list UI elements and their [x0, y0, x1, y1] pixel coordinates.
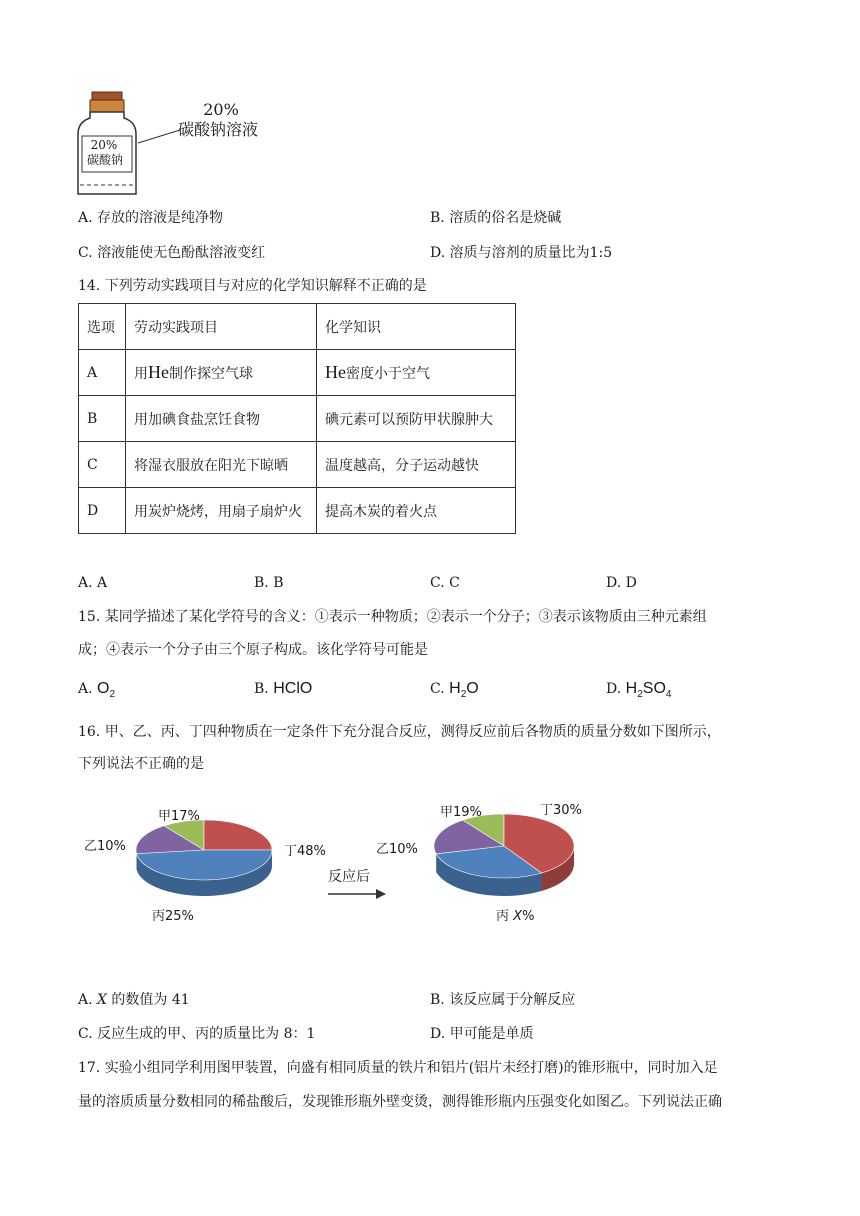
q15-option-d[interactable] — [606, 679, 671, 705]
table-row — [79, 488, 516, 534]
formula-part: O — [97, 680, 110, 697]
table-row — [79, 350, 516, 396]
pie-after-label-jia: 甲19% — [440, 805, 482, 820]
pie-before-label-jia: 甲17% — [158, 809, 200, 824]
bottle-label-name: 碳酸钠 — [86, 153, 123, 167]
formula-subscript: 2 — [637, 689, 643, 701]
q14-option-b[interactable]: B. B — [254, 575, 284, 591]
q13-option-c[interactable]: C. 溶液能使无色酚酞溶液变红 — [78, 245, 266, 261]
pie-after-label-ding: 丁30% — [540, 803, 582, 818]
q17-stem-line1: 17. 实验小组同学利用图甲装置，向盛有相同质量的铁片和铝片(铝片未经打磨)的锥形瓶中，同时加入足 — [78, 1060, 718, 1076]
q15-stem-line2: 成；④表示一个分子由三个原子构成。该化学符号可能是 — [78, 642, 428, 658]
reaction-arrow — [326, 886, 388, 902]
cell-text: 密度小于空气 — [346, 366, 430, 382]
pie-before-label-ding: 丁48% — [284, 844, 326, 859]
label-variable: X — [513, 909, 523, 924]
q14-option-d[interactable]: D. D — [606, 575, 637, 591]
q13-option-a[interactable]: A. 存放的溶液是纯净物 — [78, 210, 224, 226]
pie-after-label-bing — [496, 905, 534, 924]
q16-stem-line1: 16. 甲、乙、丙、丁四种物质在一定条件下充分混合反应，测得反应前后各物质的质量分数如下图所示， — [78, 724, 721, 740]
pie-slice-bing — [204, 820, 272, 850]
q16-option-a[interactable] — [78, 990, 190, 1010]
option-letter: C. — [430, 681, 445, 697]
cell-text: 用 — [134, 366, 148, 382]
q16-option-b[interactable]: B. 该反应属于分解反应 — [430, 992, 576, 1008]
table-header: 选项 — [79, 304, 126, 350]
formula-o2 — [97, 680, 116, 701]
formula-h2o — [449, 680, 479, 701]
option-letter: B. — [254, 681, 269, 697]
table-cell-option: D — [79, 488, 126, 534]
formula-part: H — [449, 680, 461, 697]
bottle-label-percent: 20% — [90, 138, 118, 152]
table-row — [79, 396, 516, 442]
option-letter: A. — [78, 681, 93, 697]
formula-subscript: 2 — [460, 689, 467, 701]
table-cell-project: 将湿衣服放在阳光下晾晒 — [126, 442, 317, 488]
option-text: 的数值为 41 — [106, 992, 190, 1008]
table-header: 劳动实践项目 — [126, 304, 317, 350]
q14-table — [78, 303, 516, 534]
table-cell-knowledge: 温度越高，分子运动越快 — [317, 442, 516, 488]
q16-option-c[interactable]: C. 反应生成的甲、丙的质量比为 8：1 — [78, 1026, 316, 1042]
table-cell-option: C — [79, 442, 126, 488]
table-cell-option: B — [79, 396, 126, 442]
table-cell-project — [126, 350, 317, 396]
formula-h2so4 — [625, 680, 672, 701]
option-letter: D. — [606, 681, 622, 697]
helium-symbol: He — [325, 362, 346, 382]
q15-option-b[interactable] — [254, 679, 312, 699]
q13-option-b[interactable]: B. 溶质的俗名是烧碱 — [430, 210, 562, 226]
q16-stem-line2: 下列说法不正确的是 — [78, 756, 204, 772]
q16-option-d[interactable]: D. 甲可能是单质 — [430, 1026, 534, 1042]
reaction-arrow-label: 反应后 — [328, 869, 370, 885]
formula-hclo: HClO — [273, 680, 313, 697]
q14-option-c[interactable]: C. C — [430, 575, 460, 591]
q14-stem: 14. 下列劳动实践项目与对应的化学知识解释不正确的是 — [78, 278, 427, 294]
formula-part: SO — [642, 680, 666, 697]
pie-before-label-bing: 丙25% — [152, 909, 194, 924]
label-part: % — [522, 909, 535, 924]
formula-part: O — [466, 680, 479, 697]
q15-option-a[interactable] — [78, 679, 115, 705]
cell-text: 制作探空气球 — [169, 366, 253, 382]
pie-chart-after — [430, 808, 582, 904]
option-text: A. — [78, 992, 98, 1008]
formula-subscript: 4 — [665, 689, 672, 701]
q14-option-a[interactable]: A. A — [78, 575, 108, 591]
table-row — [79, 442, 516, 488]
bottle-callout-percent: 20% — [203, 100, 239, 119]
table-cell-knowledge: 碘元素可以预防甲状腺肿大 — [317, 396, 516, 442]
helium-symbol: He — [148, 362, 169, 382]
pie-after-label-yi: 乙10% — [376, 842, 418, 857]
table-header-row — [79, 304, 516, 350]
formula-subscript: 2 — [109, 689, 116, 701]
pie-chart-before — [132, 810, 282, 900]
q15-stem-line1: 15. 某同学描述了某化学符号的含义：①表示一种物质；②表示一个分子；③表示该物质由三种元素组 — [78, 609, 707, 625]
q13-option-d[interactable]: D. 溶质与溶剂的质量比为1:5 — [430, 245, 613, 261]
table-cell-project: 用加碘食盐烹饪食物 — [126, 396, 317, 442]
formula-part: H — [625, 680, 638, 697]
table-cell-project: 用炭炉烧烤，用扇子扇炉火 — [126, 488, 317, 534]
pie-before-label-yi: 乙10% — [84, 839, 126, 854]
bottle-callout-name: 碳酸钠溶液 — [178, 120, 259, 139]
table-cell-option: A — [79, 350, 126, 396]
label-part: 丙 — [496, 909, 510, 924]
table-cell-knowledge — [317, 350, 516, 396]
q17-stem-line2: 量的溶质质量分数相同的稀盐酸后，发现锥形瓶外壁变烫，测得锥形瓶内压强变化如图乙。下列说法正确 — [78, 1094, 722, 1110]
q15-option-c[interactable] — [430, 679, 479, 705]
table-cell-knowledge: 提高木炭的着火点 — [317, 488, 516, 534]
option-variable: X — [97, 992, 107, 1008]
table-header: 化学知识 — [317, 304, 516, 350]
